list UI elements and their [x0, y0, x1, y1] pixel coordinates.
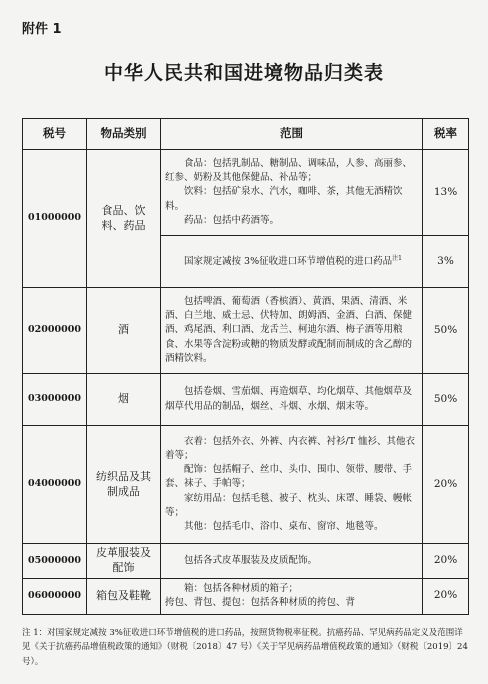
row-category: 烟 — [87, 374, 161, 426]
table-row — [23, 374, 469, 426]
scope-line: 药品：包括中药酒等。 — [184, 214, 280, 226]
row-category: 皮革服装及配饰 — [87, 544, 161, 579]
scope-line: 挎包、背包、提包：包括各种材质的挎包、背 — [165, 597, 356, 609]
scope-line: 配饰：包括帽子、丝巾、头巾、围巾、领带、腰带、手套、袜子、手帕等； — [165, 464, 413, 490]
row-code: 03000000 — [23, 374, 87, 426]
row-category: 纺织品及其制成品 — [87, 426, 161, 544]
scope-line: 箱：包括各种材质的箱子； — [184, 582, 299, 594]
row-code: 04000000 — [23, 426, 87, 544]
scope-line: 其他：包括毛巾、浴巾、桌布、窗帘、地毯等。 — [184, 521, 384, 533]
scope-line: 食品：包括乳制品、糖制品、调味品，人参、高丽参、红参、奶粉及其他保健品、补品等； — [165, 157, 413, 184]
scope-line: 包括各式皮革服装及皮质配饰。 — [184, 554, 318, 566]
table-row — [23, 288, 469, 374]
row-code: 05000000 — [23, 544, 87, 579]
footnote: 注 1：对国家规定减按 3%征收进口环节增值税的进口药品，按照货物税率征税。抗癌药品、罕见病药品定义及范围详见《关于抗癌药品增值税政策的通知》（财税〔2018〕47 号）《关于罕见病药品增值税政策的通知》（财税〔2019〕24 号）。 — [22, 628, 468, 667]
scope-line: 家纺用品：包括毛毯、被子、枕头、床罩、睡袋、幔帐等； — [165, 492, 413, 518]
row-scope — [161, 578, 423, 614]
row-scope — [161, 150, 423, 236]
row-rate: 50% — [423, 288, 469, 374]
header-code: 税号 — [23, 119, 87, 150]
row-category: 酒 — [87, 288, 161, 374]
scope-line: 国家规定减按 3%征收进口环节增值税的进口药品$^{注1}$ — [184, 254, 402, 267]
classification-table — [22, 118, 469, 615]
row-scope — [161, 374, 423, 426]
row-rate: 3% — [423, 236, 469, 288]
row-rate: 50% — [423, 374, 469, 426]
footnote-mark: 注1 — [392, 254, 402, 262]
scope-line: 饮料：包括矿泉水、汽水，咖啡、茶，其他无酒精饮料。 — [165, 186, 403, 212]
row-scope — [161, 544, 423, 579]
header-rate: 税率 — [423, 119, 469, 150]
row-rate: 20% — [423, 426, 469, 544]
row-scope — [161, 426, 423, 544]
row-scope — [161, 236, 423, 288]
attachment-label: 附件 1 — [22, 22, 62, 37]
row-rate: 13% — [423, 150, 469, 236]
row-rate: 20% — [423, 578, 469, 614]
row-category: 食品、饮料、药品 — [87, 150, 161, 288]
row-scope — [161, 288, 423, 374]
header-scope: 范围 — [161, 119, 423, 150]
row-code: 06000000 — [23, 578, 87, 614]
header-category: 物品类别 — [87, 119, 161, 150]
table-row — [23, 544, 469, 579]
page-title: 中华人民共和国进境物品归类表 — [103, 62, 384, 84]
table-header-row — [23, 119, 469, 150]
row-code: 01000000 — [23, 150, 87, 288]
table-row — [23, 150, 469, 236]
row-category: 箱包及鞋靴 — [87, 578, 161, 614]
row-rate: 20% — [423, 544, 469, 579]
row-code: 02000000 — [23, 288, 87, 374]
scope-line: 包括卷烟、雪茄烟、再造烟草、均化烟草、其他烟草及烟草代用品的制品，烟丝、斗烟、水烟、烟末等。 — [165, 386, 413, 412]
scope-line: 衣着：包括外衣、外裤、内衣裤、衬衫/T 恤衫、其他衣着等； — [165, 435, 416, 461]
scope-line: 包括啤酒、葡萄酒（香槟酒）、黄酒、果酒、清酒、米酒、白兰地、威士忌、伏特加、朗姆酒、金酒、白酒、保健酒、鸡尾酒、利口酒、龙舌兰、柯迪尔酒、梅子酒等用粮食、水果等含淀粉或糖的物质发酵或配制而制成的含乙醇的酒精饮料。 — [165, 295, 413, 364]
table-row — [23, 578, 469, 614]
table-row — [23, 426, 469, 544]
